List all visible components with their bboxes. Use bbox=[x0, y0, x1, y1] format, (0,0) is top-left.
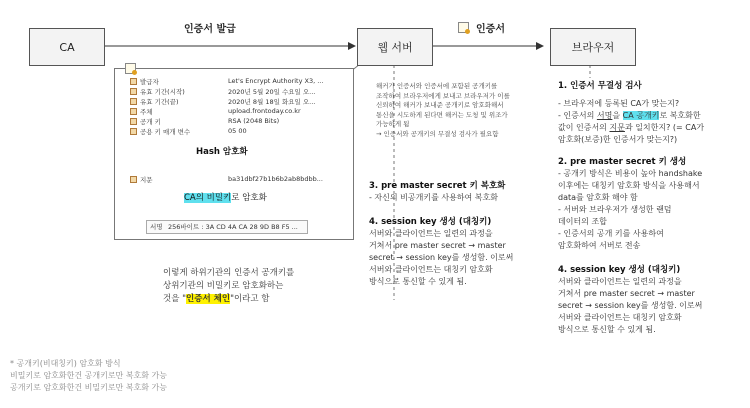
server-note-line: 해커가 인증서와 인증서에 포함된 공개키를 bbox=[376, 82, 498, 90]
server-step3-line: - 자신의 비공개키를 사용하여 복호화 bbox=[369, 193, 498, 202]
browser-step2-line: - 공개키 방식은 비용이 높아 handshake bbox=[558, 169, 703, 178]
server-note-line: 신뢰하여 해커가 보내준 공개키로 암호화해서 bbox=[376, 101, 504, 109]
cert-row-icon bbox=[130, 98, 137, 105]
browser-step1-title: 1. 인증서 무결성 검사 bbox=[558, 81, 642, 91]
chain-note-line: 이렇게 하위기관의 인증서 공개키를 bbox=[163, 268, 295, 278]
server-step4-line: 서버와 클라이언트는 대칭키 암호화 bbox=[369, 265, 493, 274]
encrypt-label bbox=[184, 192, 267, 204]
edge-label-certificate: 인증서 bbox=[476, 24, 505, 35]
server-step4-line: 서버와 클라이언트는 일련의 과정을 bbox=[369, 229, 493, 238]
browser-step2-line: 암호화하여 서버로 전송 bbox=[558, 241, 641, 250]
browser-step2-title: 2. pre master secret 키 생성 bbox=[558, 157, 687, 167]
cert-row-key: 유효 기간(시작) bbox=[140, 88, 185, 96]
browser-steps bbox=[558, 80, 704, 336]
browser-step1-line: 값이 인증서의 지문과 일치한지? (= CA가 bbox=[558, 123, 705, 132]
cert-row-icon bbox=[130, 78, 137, 85]
cert-row-key: 공개 키 bbox=[140, 118, 161, 126]
cert-row-value: 2020년 8월 18일 화요일 오... bbox=[228, 98, 316, 106]
footnote bbox=[10, 358, 167, 394]
node-browser: 브라우저 bbox=[550, 28, 636, 66]
browser-step1-line: - 인증서의 서명을 CA 공개키로 복호화한 bbox=[558, 111, 701, 120]
ca-private-key-highlight: CA의 비밀키 bbox=[184, 193, 232, 203]
server-step4-line: secret → session key를 생성함. 이로써 bbox=[369, 253, 514, 262]
browser-step2-line: data를 암호화 해야 함 bbox=[558, 193, 638, 202]
browser-step4-line: 거쳐서 pre master secret → master bbox=[558, 289, 695, 298]
browser-step1-line: - 브라우저에 등록된 CA가 맞는지? bbox=[558, 99, 680, 108]
browser-step4-line: 서버와 클라이언트는 대칭키 암호화 bbox=[558, 313, 682, 322]
browser-step2-line: 데이터의 조합 bbox=[558, 217, 607, 226]
browser-step2-line: - 인증서의 공개 키를 사용하여 bbox=[558, 229, 664, 238]
cert-row-value: 2020년 5월 20일 수요일 오... bbox=[228, 88, 316, 96]
edge-label-issue: 인증서 발급 bbox=[184, 24, 236, 35]
server-step4-line: 방식으로 통신할 수 있게 됨. bbox=[369, 277, 467, 286]
browser-step2-line: 이후에는 대칭키 암호화 방식을 사용해서 bbox=[558, 181, 700, 190]
cert-row-key: 발급자 bbox=[140, 78, 159, 86]
server-steps bbox=[369, 180, 513, 288]
footnote-line: 공개키로 암호화한건 비밀키로만 복호화 가능 bbox=[10, 383, 168, 392]
server-note-line: 가능하게 됨 bbox=[376, 120, 410, 128]
cert-row-value: RSA (2048 Bits) bbox=[228, 117, 280, 125]
server-step4-line: 거쳐서 pre master secret → master bbox=[369, 241, 506, 250]
server-note-line: 조작하여 브라우저에게 보내고 브라우저가 이를 bbox=[376, 91, 510, 100]
cert-row-value: upload.frontoday.co.kr bbox=[228, 107, 301, 115]
cert-row-value: 05 00 bbox=[228, 127, 247, 135]
footnote-line: * 공개키(비대칭키) 암호화 방식 bbox=[10, 359, 121, 368]
server-note-line: 통신을 시도하게 된다면 해커는 도청 및 위조가 bbox=[376, 110, 508, 119]
certificate-icon bbox=[458, 22, 469, 33]
chain-note bbox=[163, 267, 294, 306]
signature-key: 서명 bbox=[150, 223, 163, 231]
server-note-line: → 인증서와 공개키의 무결성 검사가 필요함 bbox=[376, 129, 499, 138]
chain-note-line: 것을 "인증서 체인"이라고 함 bbox=[163, 294, 270, 304]
node-ca: CA bbox=[29, 28, 105, 66]
cert-row-icon bbox=[130, 118, 137, 125]
ca-public-key-highlight: CA 공개키 bbox=[622, 111, 660, 120]
certificate-chain-highlight: 인증서 체인 bbox=[186, 294, 231, 304]
cert-row-key: 유효 기간(끝) bbox=[140, 98, 179, 106]
signature-value: 256바이트 : 3A CD 4A CA 28 9D B8 F5 ... bbox=[168, 223, 298, 231]
cert-row-icon bbox=[130, 108, 137, 115]
cert-row-key: 주체 bbox=[140, 108, 153, 116]
server-note bbox=[376, 82, 510, 139]
hash-label: Hash 암호화 bbox=[196, 147, 248, 157]
node-web-server: 웹 서버 bbox=[357, 28, 433, 66]
fingerprint-key: 지문 bbox=[140, 176, 153, 184]
cert-row-icon bbox=[130, 128, 137, 135]
browser-step2-line: - 서버와 브라우저가 생성한 랜덤 bbox=[558, 205, 672, 214]
cert-row-key: 공용 키 매개 변수 bbox=[140, 128, 191, 136]
browser-step4-line: secret → session key를 생성함. 이로써 bbox=[558, 301, 703, 310]
fingerprint-icon bbox=[130, 176, 137, 183]
cert-row-icon bbox=[130, 88, 137, 95]
fingerprint-value: ba31dbf27b1b6b2ab8bdbb... bbox=[228, 175, 323, 183]
browser-step4-title: 4. session key 생성 (대칭키) bbox=[558, 265, 681, 275]
browser-step4-line: 서버와 클라이언트는 일련의 과정을 bbox=[558, 277, 682, 286]
server-step4-title: 4. session key 생성 (대칭키) bbox=[369, 217, 492, 227]
cert-row-value: Let's Encrypt Authority X3, ... bbox=[228, 77, 324, 85]
chain-note-line: 상위기관의 비밀키로 암호화하는 bbox=[163, 281, 284, 291]
browser-step4-line: 방식으로 통신할 수 있게 됨. bbox=[558, 325, 656, 334]
footnote-line: 비밀키로 암호화한건 공개키로만 복호화 가능 bbox=[10, 371, 168, 380]
encrypt-label-rest: 로 암호화 bbox=[231, 193, 267, 203]
certificate-icon bbox=[125, 63, 136, 74]
server-step3-title: 3. pre master secret 키 복호화 bbox=[369, 181, 506, 191]
browser-step1-line: 암호화(보증)한 인증서가 맞는지?) bbox=[558, 135, 678, 144]
